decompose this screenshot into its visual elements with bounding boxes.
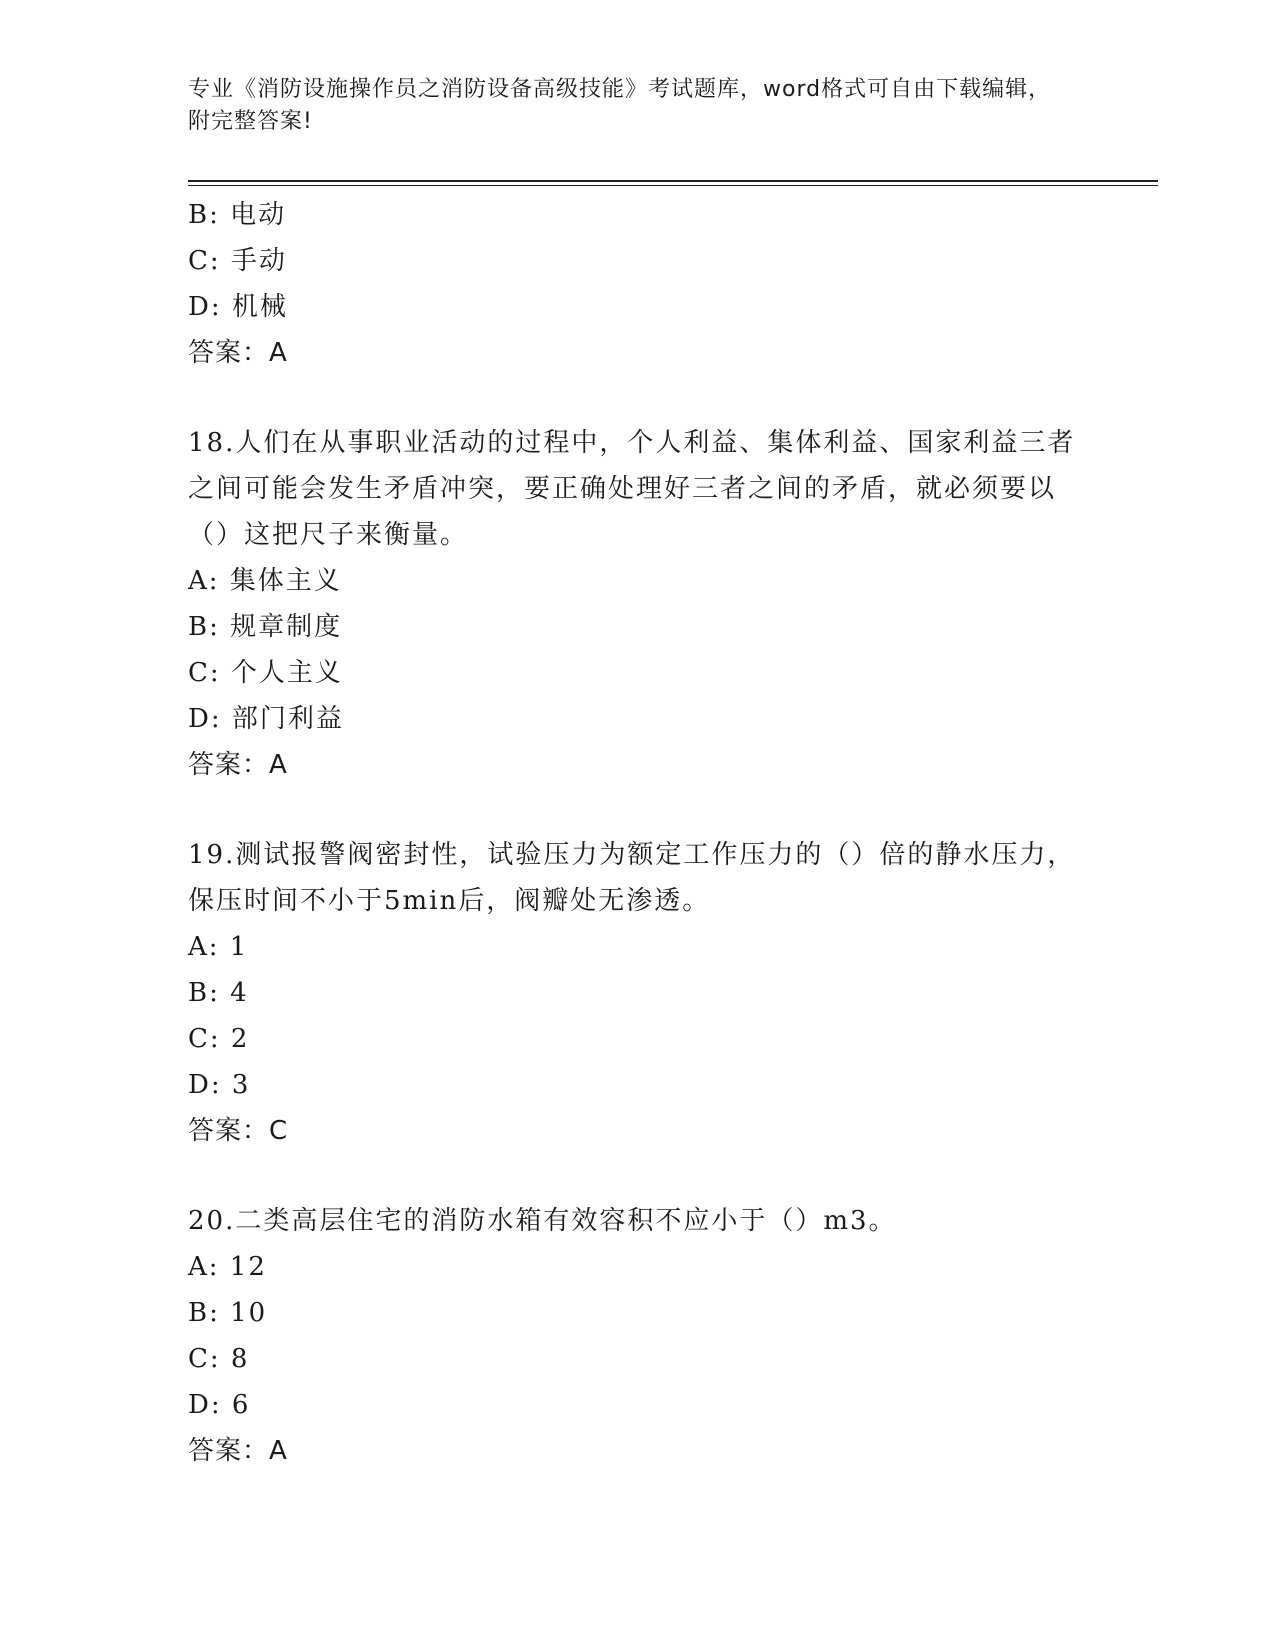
question-19 [188,832,1078,1154]
answer-line: 答案：C [188,1116,289,1146]
question-stem: 18.人们在从事职业活动的过程中，个人利益、集体利益、国家利益三者之间可能会发生矛盾冲突，要正确处理好三者之间的矛盾，就必须要以（）这把尺子来衡量。 [188,428,1076,550]
option-a: A: 1 [188,932,249,962]
answer-line: 答案：A [188,750,288,780]
carryover-question [188,192,1078,376]
question-stem: 20.二类高层住宅的消防水箱有效容积不应小于（）m3。 [188,1206,897,1236]
header-divider-thick [188,180,1158,182]
option-d: D: 机械 [188,292,288,322]
option-a: A: 12 [188,1252,267,1282]
page-header: 专业《消防设施操作员之消防设备高级技能》考试题库，word格式可自由下载编辑，附完整答案! [188,77,1052,134]
header-divider-thin [188,185,1158,186]
question-stem: 19.测试报警阀密封性，试验压力为额定工作压力的（）倍的静水压力，保压时间不小于5min后，阀瓣处无渗透。 [188,840,1076,916]
option-a: A: 集体主义 [188,566,342,596]
option-c: C: 8 [188,1344,250,1374]
option-c: C: 2 [188,1024,250,1054]
question-18 [188,420,1078,788]
option-b: B: 10 [188,1298,268,1328]
option-c: C: 个人主义 [188,658,343,688]
option-b: B: 电动 [188,200,287,230]
question-20 [188,1198,1078,1474]
option-d: D: 3 [188,1070,251,1100]
option-d: D: 部门利益 [188,704,344,734]
question-content [188,192,1078,1474]
answer-line: 答案：A [188,1436,288,1466]
option-b: B: 规章制度 [188,612,343,642]
option-b: B: 4 [188,978,249,1008]
option-d: D: 6 [188,1390,251,1420]
answer-line: 答案：A [188,338,288,368]
option-c: C: 手动 [188,246,287,276]
